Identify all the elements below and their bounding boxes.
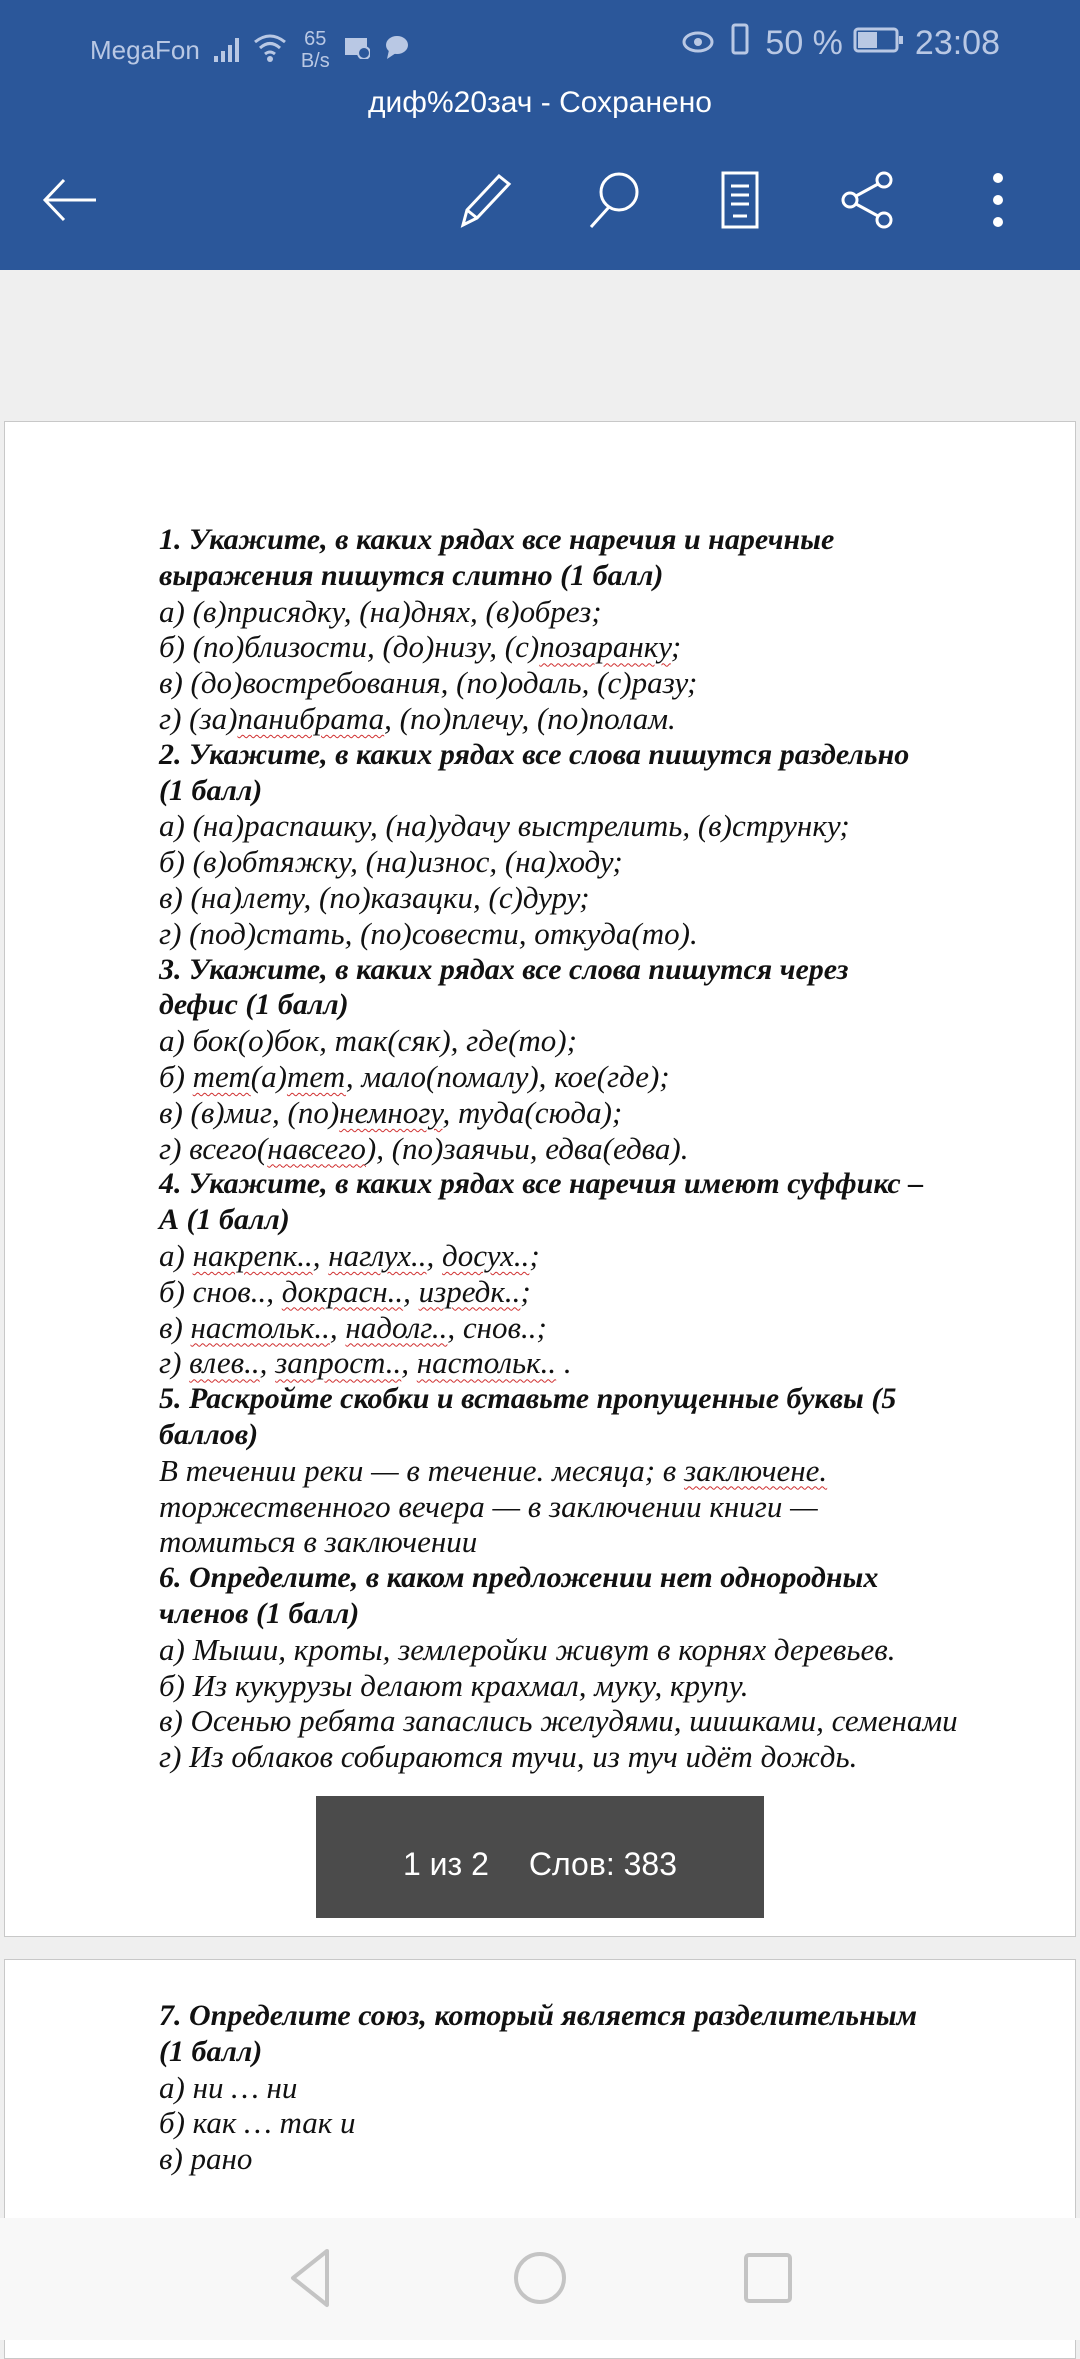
text-run: в) (до)востребования, (по)одаль, (с)разу;: [159, 665, 698, 701]
text-run: 2. Укажите, в каких рядах все слова пишутся раздельно: [159, 737, 910, 771]
misspelled-word[interactable]: панибрата: [237, 700, 385, 736]
answer-line: [159, 808, 958, 844]
answer-line: [159, 1489, 958, 1525]
misspelled-word[interactable]: влев..: [189, 1345, 260, 1381]
misspelled-word[interactable]: тет: [192, 1058, 251, 1094]
misspelled-word[interactable]: заключене.: [684, 1452, 828, 1488]
text-run: , (по)плечу, (по)полам.: [384, 700, 676, 736]
text-run: б) (по)близости, (до)низу, (с): [159, 629, 540, 665]
text-run: баллов): [159, 1417, 259, 1451]
answer-line: [159, 2070, 917, 2106]
question-heading-line: [159, 1596, 958, 1632]
question-heading-line: [159, 1166, 958, 1202]
text-run: ), (по)заячьи, едва(едва).: [365, 1130, 689, 1166]
answer-line: [159, 629, 958, 665]
text-run: 3. Укажите, в каких рядах все слова пишутся через: [159, 952, 849, 986]
answer-line: [159, 1703, 958, 1739]
question-heading-line: [159, 737, 958, 773]
text-run: ;: [520, 1273, 531, 1309]
text-run: ,: [312, 1237, 329, 1273]
nav-home-button[interactable]: [505, 2243, 575, 2313]
square-recents-icon: [733, 2243, 803, 2313]
search-icon: [583, 170, 643, 230]
text-run: 1. Укажите, в каких рядах все наречия и наречные: [159, 523, 835, 556]
chat-icon: [384, 34, 410, 67]
question-heading-line: [159, 1560, 958, 1596]
misspelled-word[interactable]: немногу: [339, 1094, 443, 1130]
answer-line: [159, 844, 958, 880]
answer-line: [159, 594, 958, 630]
vibrate-icon: [725, 22, 755, 65]
text-run: ;: [529, 1237, 540, 1273]
answer-line: [159, 1524, 958, 1560]
answer-line: [159, 1095, 958, 1131]
answer-line: [159, 2141, 917, 2177]
answer-line: [159, 1345, 958, 1381]
share-icon: [838, 170, 898, 230]
text-run: а) Мыши, кроты, землеройки живут в корнях деревьев.: [159, 1631, 896, 1667]
speed-unit: B/s: [300, 50, 330, 72]
question-heading-line: [159, 1381, 958, 1417]
eye-comfort-icon: [681, 24, 715, 63]
text-run: дефис (1 балл): [159, 988, 349, 1022]
pencil-icon: [455, 170, 515, 230]
back-arrow-icon: [40, 175, 100, 225]
text-run: б) Из кукурузы делают крахмал, муку, крупу.: [159, 1667, 749, 1703]
text-run: ,: [401, 1345, 417, 1381]
page-word-count-toast: [316, 1796, 764, 1918]
text-run: торжественного вечера — в заключении книги —: [159, 1488, 818, 1524]
text-run: в): [159, 1309, 191, 1345]
text-run: (1 балл): [159, 2034, 263, 2068]
answer-line: [159, 1632, 958, 1668]
search-button[interactable]: [578, 165, 648, 235]
page-2-text[interactable]: [159, 1998, 917, 2177]
back-button[interactable]: [35, 165, 105, 235]
text-run: , мало(помалу), кое(где);: [345, 1058, 670, 1094]
text-run: г) Из облаков собираются тучи, из туч идёт дождь.: [159, 1739, 858, 1775]
answer-line: [159, 2105, 917, 2141]
text-run: б) как … так и: [159, 2105, 356, 2141]
edit-button[interactable]: [450, 165, 520, 235]
text-run: б): [159, 1058, 193, 1094]
battery-icon: [853, 24, 905, 63]
text-run: а): [159, 1237, 193, 1273]
misspelled-word[interactable]: докрасн..: [281, 1273, 404, 1309]
question-heading-line: [159, 558, 958, 594]
document-title: диф%20зач - Сохранено: [368, 86, 712, 119]
circle-home-icon: [505, 2243, 575, 2313]
answer-line: [159, 1131, 958, 1167]
text-run: в) (в)миг, (по): [159, 1094, 340, 1130]
answer-line: [159, 916, 958, 952]
more-vertical-icon: [988, 170, 1008, 230]
text-run: в) Осенью ребята запаслись желудями, шишками, семенами: [159, 1703, 958, 1739]
text-run: выражения пишутся слитно (1 балл): [159, 558, 664, 592]
text-run: а) (на)распашку, (на)удачу выстрелить, (в)струнку;: [159, 808, 850, 844]
text-run: в) рано: [159, 2141, 253, 2177]
answer-line: [159, 880, 958, 916]
question-heading-line: [159, 2034, 917, 2070]
answer-line: [159, 701, 958, 737]
text-run: (а): [250, 1058, 287, 1094]
mobile-view-icon: [720, 170, 760, 230]
text-run: 5. Раскройте скобки и вставьте пропущенные буквы (5: [159, 1382, 897, 1416]
misspelled-word[interactable]: досух..: [442, 1237, 530, 1273]
answer-line: [159, 665, 958, 701]
text-run: , снов..;: [447, 1309, 547, 1345]
page-indicator: 1 из 2: [402, 1846, 489, 1882]
signal-icon: [214, 38, 239, 62]
app-bar: [0, 0, 1080, 270]
text-run: (1 балл): [159, 773, 263, 807]
text-run: г): [159, 1345, 190, 1381]
status-bar: [0, 20, 1080, 80]
clock: 23:08: [914, 24, 1000, 62]
text-run: ,: [329, 1309, 346, 1345]
document-page-1[interactable]: [4, 421, 1076, 1937]
nav-back-button[interactable]: [275, 2243, 345, 2313]
misspelled-word[interactable]: позаранку: [539, 629, 671, 665]
text-run: В течении реки — в течение. месяца; в: [159, 1452, 685, 1488]
text-run: 4. Укажите, в каких рядах все наречия имеют суффикс –: [159, 1167, 924, 1201]
text-run: 6. Определите, в каком предложении нет однородных: [159, 1561, 879, 1595]
answer-line: [159, 1023, 958, 1059]
misspelled-word[interactable]: накрепк..: [192, 1237, 313, 1273]
text-run: б) (в)обтяжку, (на)износ, (на)ходу;: [159, 844, 623, 880]
mail-icon: [344, 35, 370, 66]
text-run: а) бок(о)бок, так(сяк), где(то);: [159, 1023, 577, 1059]
question-heading-line: [159, 952, 958, 988]
answer-line: [159, 1238, 958, 1274]
triangle-back-icon: [275, 2243, 345, 2313]
answer-line: [159, 1310, 958, 1346]
misspelled-word[interactable]: изредк..: [418, 1273, 521, 1309]
question-heading-line: [159, 1998, 917, 2034]
text-run: б) снов..,: [159, 1273, 282, 1309]
text-run: а) (в)присядку, (на)днях, (в)обрез;: [159, 593, 602, 629]
question-heading-line: [159, 773, 958, 809]
text-run: ,: [403, 1273, 419, 1309]
answer-line: [159, 1739, 958, 1775]
answer-line: [159, 1059, 958, 1095]
question-heading-line: [159, 522, 958, 558]
text-run: , туда(сюда);: [442, 1094, 623, 1130]
misspelled-word[interactable]: настольк..: [416, 1345, 557, 1381]
misspelled-word[interactable]: навсего: [267, 1130, 366, 1166]
misspelled-word[interactable]: запрост..: [275, 1345, 402, 1381]
text-run: г) (под)стать, (по)совести, откуда(то).: [159, 915, 698, 951]
question-heading-line: [159, 987, 958, 1023]
nav-recents-button[interactable]: [733, 2243, 803, 2313]
answer-line: [159, 1274, 958, 1310]
text-run: .: [556, 1345, 572, 1381]
misspelled-word[interactable]: тет: [286, 1058, 346, 1094]
text-run: 7. Определите союз, который является разделительным: [159, 1999, 918, 2032]
text-run: а) ни … ни: [159, 2069, 298, 2105]
word-count: Слов: 383: [528, 1846, 678, 1882]
text-run: членов (1 балл): [159, 1596, 360, 1630]
text-run: г) всего(: [159, 1130, 268, 1166]
battery-percent: 50 %: [765, 24, 843, 62]
answer-line: [159, 1453, 958, 1489]
misspelled-word[interactable]: настольк..: [190, 1309, 330, 1345]
text-run: томиться в заключении: [159, 1524, 478, 1560]
text-run: ,: [259, 1345, 276, 1381]
more-options-button[interactable]: [963, 165, 1033, 235]
answer-line: [159, 1668, 958, 1704]
carrier: MegaFon: [90, 34, 200, 65]
share-button[interactable]: [833, 165, 903, 235]
system-navigation-bar: [0, 2218, 1080, 2340]
speed-value: 65: [304, 28, 327, 50]
text-run: А (1 балл): [159, 1203, 290, 1237]
text-run: ,: [426, 1237, 443, 1273]
text-run: г) (за): [159, 700, 238, 736]
wifi-icon: [253, 32, 287, 69]
reading-view-button[interactable]: [705, 165, 775, 235]
misspelled-word[interactable]: наглух..: [328, 1237, 427, 1273]
network-speed: [301, 28, 330, 72]
text-run: ;: [670, 629, 682, 665]
text-run: в) (на)лету, (по)казацки, (с)дуру;: [159, 879, 590, 915]
question-heading-line: [159, 1202, 958, 1238]
misspelled-word[interactable]: надолг..: [345, 1309, 448, 1345]
page-1-text[interactable]: [159, 522, 958, 1775]
question-heading-line: [159, 1417, 958, 1453]
